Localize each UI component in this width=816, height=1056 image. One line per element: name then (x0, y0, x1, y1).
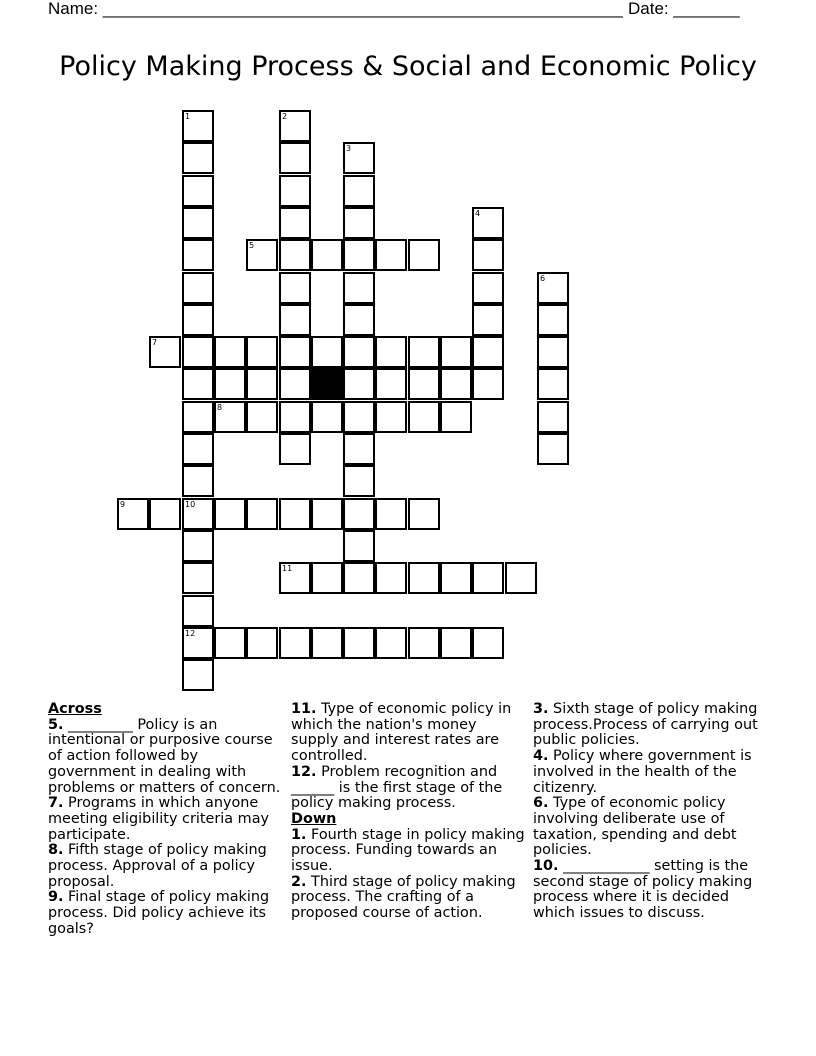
cell-number: 1 (185, 112, 191, 121)
clue-item (291, 702, 526, 765)
clue-number: 3. (533, 701, 549, 717)
crossword-cell[interactable] (279, 627, 311, 659)
clue-item (291, 828, 526, 875)
crossword-cell[interactable] (182, 433, 214, 465)
crossword-cell[interactable] (343, 498, 375, 530)
crossword-cell[interactable] (279, 368, 311, 400)
crossword-cell[interactable] (279, 336, 311, 368)
crossword-cell[interactable] (311, 627, 343, 659)
crossword-cell[interactable] (311, 498, 343, 530)
cell-number: 6 (540, 274, 546, 283)
crossword-cell[interactable] (408, 498, 440, 530)
clue-text: Sixth stage of policy making process.Process of carrying out public policies. (533, 701, 758, 749)
crossword-cell[interactable] (182, 110, 214, 142)
crossword-cell[interactable] (343, 530, 375, 562)
clue-text: Type of economic policy involving deliberate use of taxation, spending and debt policies. (533, 795, 737, 859)
crossword-cell[interactable] (182, 562, 214, 594)
crossword-cell[interactable] (343, 336, 375, 368)
cell-number: 9 (120, 500, 126, 509)
clue-text: _________ Policy is an intentional or purposive course of action followed by government in dealing with problems or matters of concern. (48, 716, 281, 796)
crossword-cell[interactable] (408, 239, 440, 271)
clue-text: Programs in which anyone meeting eligibility criteria may participate. (48, 795, 270, 843)
crossword-cell[interactable] (472, 368, 504, 400)
crossword-cell[interactable] (375, 336, 407, 368)
clue-text: Fourth stage in policy making process. Funding towards an issue. (291, 826, 525, 875)
crossword-cell[interactable] (343, 239, 375, 271)
crossword-cell[interactable] (182, 142, 214, 174)
crossword-cell[interactable] (311, 239, 343, 271)
clue-text: Problem recognition and ______ is the first stage of the policy making process. (291, 763, 503, 812)
crossword-cell[interactable] (343, 368, 375, 400)
crossword-cell[interactable] (472, 336, 504, 368)
clue-item (291, 875, 526, 922)
crossword-cell[interactable] (279, 142, 311, 174)
crossword-cell[interactable] (408, 368, 440, 400)
crossword-cell[interactable] (440, 401, 472, 433)
crossword-cell[interactable] (472, 562, 504, 594)
clue-number: 10. (533, 858, 559, 875)
crossword-cell[interactable] (182, 659, 214, 691)
clue-number: 8. (48, 842, 64, 859)
crossword-cell[interactable] (408, 627, 440, 659)
crossword-cell[interactable] (537, 336, 569, 368)
clue-item (533, 796, 768, 859)
crossword-cell[interactable] (182, 627, 214, 659)
crossword-cell[interactable] (182, 336, 214, 368)
cell-number: 7 (152, 338, 158, 347)
crossword-cell[interactable] (537, 304, 569, 336)
clue-text: Policy where government is involved in the health of the citizenry. (533, 748, 752, 796)
crossword-cell[interactable] (375, 368, 407, 400)
crossword-cell[interactable] (182, 239, 214, 271)
crossword-cell[interactable] (343, 175, 375, 207)
crossword-cell[interactable] (311, 562, 343, 594)
clue-number: 4. (533, 748, 549, 765)
crossword-cell[interactable] (182, 530, 214, 562)
clue-text: Fifth stage of policy making process. Approval of a policy proposal. (48, 842, 267, 890)
crossword-cell[interactable] (279, 433, 311, 465)
crossword-cell[interactable] (214, 401, 246, 433)
cell-number: 3 (346, 144, 352, 153)
crossword-cell[interactable] (182, 465, 214, 497)
clues-column-2 (291, 702, 526, 922)
cell-number: 5 (249, 241, 255, 250)
clue-item (291, 765, 526, 812)
crossword-cell[interactable] (343, 433, 375, 465)
clue-number: 11. (291, 701, 317, 717)
cell-number: 10 (185, 500, 196, 509)
crossword-cell[interactable] (375, 401, 407, 433)
crossword-cell[interactable] (279, 562, 311, 594)
crossword-cell[interactable] (246, 336, 278, 368)
crossword-cell[interactable] (182, 368, 214, 400)
clue-number: 12. (291, 763, 317, 780)
crossword-cell[interactable] (343, 465, 375, 497)
crossword-cell[interactable] (279, 498, 311, 530)
clue-text: ____________ setting is the second stage of policy making process where it is decided which issues to discuss. (533, 858, 753, 922)
crossword-cell[interactable] (408, 336, 440, 368)
crossword-cell[interactable] (537, 433, 569, 465)
cell-number: 12 (185, 629, 196, 638)
crossword-cell[interactable] (440, 562, 472, 594)
name-field-line: Name: _______________________________________________________ (48, 0, 623, 18)
crossword-cell[interactable] (311, 336, 343, 368)
crossword-cell[interactable] (246, 498, 278, 530)
cell-number: 2 (282, 112, 288, 121)
crossword-cell[interactable] (182, 401, 214, 433)
crossword-cell[interactable] (246, 627, 278, 659)
crossword-cell[interactable] (311, 401, 343, 433)
crossword-cell[interactable] (472, 627, 504, 659)
crossword-cell[interactable] (408, 401, 440, 433)
crossword-cell[interactable] (472, 239, 504, 271)
crossword-cell[interactable] (343, 562, 375, 594)
crossword-cell[interactable] (182, 595, 214, 627)
cell-number: 11 (282, 564, 293, 573)
crossword-cell[interactable] (537, 272, 569, 304)
crossword-cell[interactable] (375, 562, 407, 594)
date-field-line: Date: _______ (628, 0, 740, 18)
crossword-cell[interactable] (279, 401, 311, 433)
clue-number: 2. (291, 873, 307, 890)
clue-number: 7. (48, 795, 64, 812)
blocked-cell (311, 368, 343, 400)
crossword-cell[interactable] (214, 627, 246, 659)
crossword-cell[interactable] (214, 368, 246, 400)
crossword-cell[interactable] (343, 627, 375, 659)
crossword-cell[interactable] (343, 272, 375, 304)
clue-item (533, 749, 768, 796)
clue-item (533, 859, 768, 922)
crossword-cell[interactable] (440, 368, 472, 400)
cell-number: 8 (217, 403, 223, 412)
clue-number: 9. (48, 889, 64, 906)
crossword-cell[interactable] (182, 207, 214, 239)
crossword-cell[interactable] (279, 239, 311, 271)
clue-item (48, 718, 283, 797)
crossword-cell[interactable] (182, 498, 214, 530)
clue-heading: Down (291, 810, 337, 827)
crossword-cell[interactable] (472, 304, 504, 336)
crossword-cell[interactable] (408, 562, 440, 594)
crossword-cell[interactable] (149, 498, 181, 530)
crossword-cell[interactable] (279, 207, 311, 239)
clues-column-1 (48, 702, 283, 938)
crossword-cell[interactable] (214, 336, 246, 368)
crossword-cell[interactable] (279, 272, 311, 304)
clue-text: Type of economic policy in which the nation's money supply and interest rates are controlled. (291, 701, 512, 765)
crossword-cell[interactable] (343, 207, 375, 239)
crossword-cell[interactable] (149, 336, 181, 368)
crossword-cell[interactable] (375, 498, 407, 530)
crossword-cell[interactable] (117, 498, 149, 530)
clue-item (48, 843, 283, 890)
crossword-cell[interactable] (279, 304, 311, 336)
crossword-cell[interactable] (343, 142, 375, 174)
clues-column-3 (533, 702, 768, 922)
crossword-cell[interactable] (214, 498, 246, 530)
clue-number: 1. (291, 826, 307, 843)
crossword-cell[interactable] (472, 272, 504, 304)
clue-item (48, 890, 283, 937)
crossword-cell[interactable] (505, 562, 537, 594)
page-title: Policy Making Process & Social and Economic Policy (59, 51, 757, 82)
crossword-cell[interactable] (182, 304, 214, 336)
crossword-cell[interactable] (537, 368, 569, 400)
clue-number: 6. (533, 795, 549, 812)
crossword-cell[interactable] (182, 272, 214, 304)
crossword-cell[interactable] (440, 336, 472, 368)
crossword-cell[interactable] (375, 239, 407, 271)
cell-number: 4 (475, 209, 481, 218)
crossword-cell[interactable] (246, 368, 278, 400)
clue-item (48, 796, 283, 843)
clue-number: 5. (48, 716, 64, 733)
crossword-cell[interactable] (343, 304, 375, 336)
crossword-cell[interactable] (182, 175, 214, 207)
crossword-cell[interactable] (440, 627, 472, 659)
crossword-cell[interactable] (246, 239, 278, 271)
crossword-cell[interactable] (472, 207, 504, 239)
crossword-cell[interactable] (343, 401, 375, 433)
clue-item (533, 702, 768, 749)
clue-heading: Across (48, 701, 102, 717)
crossword-cell[interactable] (279, 110, 311, 142)
crossword-cell[interactable] (246, 401, 278, 433)
clue-text: Final stage of policy making process. Did policy achieve its goals? (48, 889, 270, 937)
crossword-cell[interactable] (537, 401, 569, 433)
clue-text: Third stage of policy making process. The crafting of a proposed course of action. (291, 873, 516, 922)
crossword-cell[interactable] (375, 627, 407, 659)
crossword-cell[interactable] (279, 175, 311, 207)
